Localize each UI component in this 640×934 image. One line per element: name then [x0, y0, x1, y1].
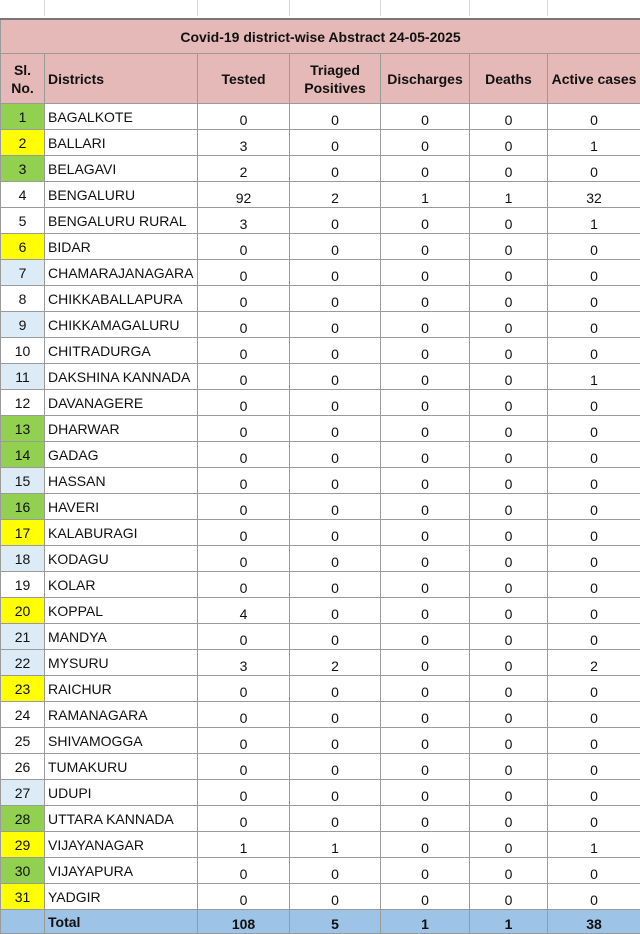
- header-deaths: Deaths: [470, 54, 548, 104]
- active-cases-cell: 2: [548, 650, 640, 676]
- header-active-cases: Active cases: [548, 54, 640, 104]
- tested-cell: 0: [198, 104, 290, 130]
- sl-no-cell: 31: [1, 884, 45, 910]
- district-name: YADGIR: [45, 884, 198, 910]
- district-name: VIJAYAPURA: [45, 858, 198, 884]
- active-cases-cell: 0: [548, 442, 640, 468]
- tested-cell: 0: [198, 806, 290, 832]
- triaged-cell: 0: [290, 884, 381, 910]
- discharges-cell: 0: [381, 338, 470, 364]
- active-cases-cell: 0: [548, 884, 640, 910]
- sl-no-cell: 23: [1, 676, 45, 702]
- total-active: 38: [548, 910, 640, 934]
- deaths-cell: 0: [470, 572, 548, 598]
- empty-top-row: [0, 0, 640, 16]
- table-row: [1, 390, 640, 416]
- deaths-cell: 0: [470, 520, 548, 546]
- tested-cell: 3: [198, 130, 290, 156]
- district-name: HASSAN: [45, 468, 198, 494]
- discharges-cell: 0: [381, 780, 470, 806]
- active-cases-cell: 0: [548, 520, 640, 546]
- triaged-cell: 0: [290, 442, 381, 468]
- discharges-cell: 0: [381, 858, 470, 884]
- triaged-cell: 0: [290, 156, 381, 182]
- sl-no-cell: 9: [1, 312, 45, 338]
- table-row: [1, 754, 640, 780]
- district-name: RAMANAGARA: [45, 702, 198, 728]
- deaths-cell: 0: [470, 806, 548, 832]
- tested-cell: 0: [198, 234, 290, 260]
- table-row: [1, 182, 640, 208]
- discharges-cell: 0: [381, 130, 470, 156]
- active-cases-cell: 0: [548, 806, 640, 832]
- active-cases-cell: 0: [548, 754, 640, 780]
- discharges-cell: 0: [381, 260, 470, 286]
- deaths-cell: 0: [470, 624, 548, 650]
- table-row: [1, 130, 640, 156]
- tested-cell: 0: [198, 286, 290, 312]
- district-name: DAKSHINA KANNADA: [45, 364, 198, 390]
- table-row: [1, 338, 640, 364]
- discharges-cell: 0: [381, 364, 470, 390]
- table-row: [1, 546, 640, 572]
- discharges-cell: 0: [381, 806, 470, 832]
- district-name: MYSURU: [45, 650, 198, 676]
- triaged-cell: 0: [290, 728, 381, 754]
- deaths-cell: 0: [470, 702, 548, 728]
- active-cases-cell: 0: [548, 546, 640, 572]
- active-cases-cell: 0: [548, 598, 640, 624]
- table-row: [1, 156, 640, 182]
- total-label: Total: [45, 910, 198, 934]
- tested-cell: 92: [198, 182, 290, 208]
- active-cases-cell: 0: [548, 468, 640, 494]
- tested-cell: 0: [198, 858, 290, 884]
- total-triaged: 5: [290, 910, 381, 934]
- tested-cell: 0: [198, 468, 290, 494]
- district-name: BELAGAVI: [45, 156, 198, 182]
- district-name: GADAG: [45, 442, 198, 468]
- table-row: [1, 884, 640, 910]
- sl-no-cell: 13: [1, 416, 45, 442]
- triaged-cell: 0: [290, 390, 381, 416]
- discharges-cell: 0: [381, 468, 470, 494]
- deaths-cell: 0: [470, 260, 548, 286]
- deaths-cell: 0: [470, 832, 548, 858]
- discharges-cell: 0: [381, 546, 470, 572]
- district-name: KODAGU: [45, 546, 198, 572]
- triaged-cell: 0: [290, 416, 381, 442]
- tested-cell: 0: [198, 702, 290, 728]
- active-cases-cell: 0: [548, 702, 640, 728]
- deaths-cell: 0: [470, 416, 548, 442]
- header-tested: Tested: [198, 54, 290, 104]
- tested-cell: 0: [198, 338, 290, 364]
- header-sl-no: Sl. No.: [1, 54, 45, 104]
- deaths-cell: 0: [470, 728, 548, 754]
- discharges-cell: 0: [381, 598, 470, 624]
- discharges-cell: 0: [381, 208, 470, 234]
- deaths-cell: 0: [470, 130, 548, 156]
- sl-no-cell: 25: [1, 728, 45, 754]
- deaths-cell: 0: [470, 234, 548, 260]
- active-cases-cell: 0: [548, 234, 640, 260]
- deaths-cell: 0: [470, 676, 548, 702]
- sl-no-cell: 26: [1, 754, 45, 780]
- active-cases-cell: 0: [548, 676, 640, 702]
- sl-no-cell: 11: [1, 364, 45, 390]
- deaths-cell: 1: [470, 182, 548, 208]
- district-name: UDUPI: [45, 780, 198, 806]
- discharges-cell: 0: [381, 572, 470, 598]
- table-row: [1, 676, 640, 702]
- triaged-cell: 0: [290, 130, 381, 156]
- triaged-cell: 2: [290, 182, 381, 208]
- district-name: HAVERI: [45, 494, 198, 520]
- tested-cell: 3: [198, 208, 290, 234]
- deaths-cell: 0: [470, 156, 548, 182]
- discharges-cell: 0: [381, 754, 470, 780]
- triaged-cell: 0: [290, 494, 381, 520]
- district-name: CHIKKAMAGALURU: [45, 312, 198, 338]
- sl-no-cell: 22: [1, 650, 45, 676]
- discharges-cell: 0: [381, 390, 470, 416]
- deaths-cell: 0: [470, 208, 548, 234]
- active-cases-cell: 0: [548, 156, 640, 182]
- active-cases-cell: 0: [548, 858, 640, 884]
- discharges-cell: 0: [381, 650, 470, 676]
- active-cases-cell: 0: [548, 104, 640, 130]
- tested-cell: 0: [198, 728, 290, 754]
- total-tested: 108: [198, 910, 290, 934]
- discharges-cell: 0: [381, 676, 470, 702]
- district-name: UTTARA KANNADA: [45, 806, 198, 832]
- table-row: [1, 234, 640, 260]
- triaged-cell: 0: [290, 104, 381, 130]
- table-row: [1, 416, 640, 442]
- sl-no-cell: 7: [1, 260, 45, 286]
- triaged-cell: 0: [290, 754, 381, 780]
- district-name: KALABURAGI: [45, 520, 198, 546]
- sl-no-cell: 8: [1, 286, 45, 312]
- triaged-cell: 0: [290, 546, 381, 572]
- triaged-cell: 0: [290, 312, 381, 338]
- district-name: BIDAR: [45, 234, 198, 260]
- deaths-cell: 0: [470, 468, 548, 494]
- district-name: DHARWAR: [45, 416, 198, 442]
- sl-no-cell: 27: [1, 780, 45, 806]
- discharges-cell: 0: [381, 832, 470, 858]
- sl-no-cell: 15: [1, 468, 45, 494]
- sl-no-cell: 6: [1, 234, 45, 260]
- discharges-cell: 0: [381, 286, 470, 312]
- deaths-cell: 0: [470, 650, 548, 676]
- tested-cell: 0: [198, 494, 290, 520]
- deaths-cell: 0: [470, 338, 548, 364]
- district-name: BALLARI: [45, 130, 198, 156]
- sl-no-cell: 4: [1, 182, 45, 208]
- table-row: [1, 104, 640, 130]
- tested-cell: 0: [198, 572, 290, 598]
- active-cases-cell: 0: [548, 312, 640, 338]
- district-name: DAVANAGERE: [45, 390, 198, 416]
- total-deaths: 1: [470, 910, 548, 934]
- district-name: BAGALKOTE: [45, 104, 198, 130]
- triaged-cell: 0: [290, 364, 381, 390]
- tested-cell: 0: [198, 546, 290, 572]
- table-row: [1, 728, 640, 754]
- sl-no-cell: 19: [1, 572, 45, 598]
- total-sl-cell: [1, 910, 45, 934]
- sl-no-cell: 20: [1, 598, 45, 624]
- active-cases-cell: 0: [548, 390, 640, 416]
- active-cases-cell: 0: [548, 624, 640, 650]
- triaged-cell: 0: [290, 260, 381, 286]
- deaths-cell: 0: [470, 364, 548, 390]
- sl-no-cell: 29: [1, 832, 45, 858]
- triaged-cell: 0: [290, 806, 381, 832]
- tested-cell: 0: [198, 624, 290, 650]
- table-row: [1, 650, 640, 676]
- deaths-cell: 0: [470, 858, 548, 884]
- table-row: [1, 520, 640, 546]
- deaths-cell: 0: [470, 884, 548, 910]
- sl-no-cell: 30: [1, 858, 45, 884]
- district-name: MANDYA: [45, 624, 198, 650]
- active-cases-cell: 32: [548, 182, 640, 208]
- header-districts: Districts: [45, 54, 198, 104]
- sl-no-cell: 10: [1, 338, 45, 364]
- sl-no-cell: 3: [1, 156, 45, 182]
- discharges-cell: 0: [381, 494, 470, 520]
- deaths-cell: 0: [470, 286, 548, 312]
- total-row: [1, 910, 640, 934]
- table-row: [1, 494, 640, 520]
- district-name: KOLAR: [45, 572, 198, 598]
- header-discharges: Discharges: [381, 54, 470, 104]
- sl-no-cell: 18: [1, 546, 45, 572]
- triaged-cell: 0: [290, 572, 381, 598]
- district-name: BENGALURU: [45, 182, 198, 208]
- active-cases-cell: 0: [548, 338, 640, 364]
- triaged-cell: 0: [290, 234, 381, 260]
- deaths-cell: 0: [470, 780, 548, 806]
- tested-cell: 4: [198, 598, 290, 624]
- active-cases-cell: 0: [548, 728, 640, 754]
- triaged-cell: 0: [290, 286, 381, 312]
- tested-cell: 0: [198, 884, 290, 910]
- discharges-cell: 1: [381, 182, 470, 208]
- district-name: VIJAYANAGAR: [45, 832, 198, 858]
- triaged-cell: 2: [290, 650, 381, 676]
- tested-cell: 0: [198, 364, 290, 390]
- sl-no-cell: 12: [1, 390, 45, 416]
- deaths-cell: 0: [470, 442, 548, 468]
- total-discharges: 1: [381, 910, 470, 934]
- discharges-cell: 0: [381, 884, 470, 910]
- active-cases-cell: 0: [548, 494, 640, 520]
- discharges-cell: 0: [381, 442, 470, 468]
- discharges-cell: 0: [381, 624, 470, 650]
- sl-no-cell: 5: [1, 208, 45, 234]
- deaths-cell: 0: [470, 312, 548, 338]
- discharges-cell: 0: [381, 156, 470, 182]
- active-cases-cell: 1: [548, 130, 640, 156]
- district-name: CHITRADURGA: [45, 338, 198, 364]
- deaths-cell: 0: [470, 754, 548, 780]
- active-cases-cell: 0: [548, 780, 640, 806]
- deaths-cell: 0: [470, 104, 548, 130]
- discharges-cell: 0: [381, 416, 470, 442]
- active-cases-cell: 1: [548, 208, 640, 234]
- discharges-cell: 0: [381, 520, 470, 546]
- table-title: Covid-19 district-wise Abstract 24-05-2025: [1, 19, 640, 54]
- sl-no-cell: 28: [1, 806, 45, 832]
- triaged-cell: 0: [290, 702, 381, 728]
- table-row: [1, 624, 640, 650]
- discharges-cell: 0: [381, 104, 470, 130]
- deaths-cell: 0: [470, 598, 548, 624]
- header-triaged-positives: Triaged Positives: [290, 54, 381, 104]
- tested-cell: 0: [198, 442, 290, 468]
- district-name: CHAMARAJANAGARA: [45, 260, 198, 286]
- active-cases-cell: 0: [548, 416, 640, 442]
- triaged-cell: 0: [290, 858, 381, 884]
- triaged-cell: 0: [290, 598, 381, 624]
- triaged-cell: 0: [290, 520, 381, 546]
- deaths-cell: 0: [470, 546, 548, 572]
- deaths-cell: 0: [470, 494, 548, 520]
- table-row: [1, 468, 640, 494]
- triaged-cell: 0: [290, 208, 381, 234]
- tested-cell: 2: [198, 156, 290, 182]
- tested-cell: 0: [198, 260, 290, 286]
- district-name: SHIVAMOGGA: [45, 728, 198, 754]
- sl-no-cell: 21: [1, 624, 45, 650]
- tested-cell: 0: [198, 754, 290, 780]
- table-row: [1, 780, 640, 806]
- triaged-cell: 0: [290, 338, 381, 364]
- sl-no-cell: 24: [1, 702, 45, 728]
- active-cases-cell: 1: [548, 364, 640, 390]
- tested-cell: 0: [198, 390, 290, 416]
- table-row: [1, 598, 640, 624]
- district-name: KOPPAL: [45, 598, 198, 624]
- table-body: [1, 104, 640, 910]
- sl-no-cell: 1: [1, 104, 45, 130]
- table-row: [1, 364, 640, 390]
- table-row: [1, 260, 640, 286]
- sl-no-cell: 14: [1, 442, 45, 468]
- discharges-cell: 0: [381, 234, 470, 260]
- deaths-cell: 0: [470, 390, 548, 416]
- table-row: [1, 312, 640, 338]
- table-row: [1, 832, 640, 858]
- covid-abstract-table: [0, 18, 640, 934]
- tested-cell: 0: [198, 676, 290, 702]
- active-cases-cell: 0: [548, 286, 640, 312]
- sl-no-cell: 16: [1, 494, 45, 520]
- table-row: [1, 442, 640, 468]
- table-row: [1, 858, 640, 884]
- discharges-cell: 0: [381, 702, 470, 728]
- tested-cell: 0: [198, 520, 290, 546]
- table-row: [1, 208, 640, 234]
- discharges-cell: 0: [381, 728, 470, 754]
- tested-cell: 0: [198, 780, 290, 806]
- active-cases-cell: 1: [548, 832, 640, 858]
- triaged-cell: 0: [290, 624, 381, 650]
- sl-no-cell: 2: [1, 130, 45, 156]
- district-name: BENGALURU RURAL: [45, 208, 198, 234]
- table-row: [1, 572, 640, 598]
- tested-cell: 0: [198, 416, 290, 442]
- tested-cell: 1: [198, 832, 290, 858]
- district-name: TUMAKURU: [45, 754, 198, 780]
- active-cases-cell: 0: [548, 260, 640, 286]
- triaged-cell: 0: [290, 676, 381, 702]
- triaged-cell: 0: [290, 468, 381, 494]
- triaged-cell: 1: [290, 832, 381, 858]
- triaged-cell: 0: [290, 780, 381, 806]
- tested-cell: 3: [198, 650, 290, 676]
- discharges-cell: 0: [381, 312, 470, 338]
- sl-no-cell: 17: [1, 520, 45, 546]
- table-row: [1, 702, 640, 728]
- district-name: CHIKKABALLAPURA: [45, 286, 198, 312]
- district-name: RAICHUR: [45, 676, 198, 702]
- table-row: [1, 806, 640, 832]
- table-row: [1, 286, 640, 312]
- tested-cell: 0: [198, 312, 290, 338]
- active-cases-cell: 0: [548, 572, 640, 598]
